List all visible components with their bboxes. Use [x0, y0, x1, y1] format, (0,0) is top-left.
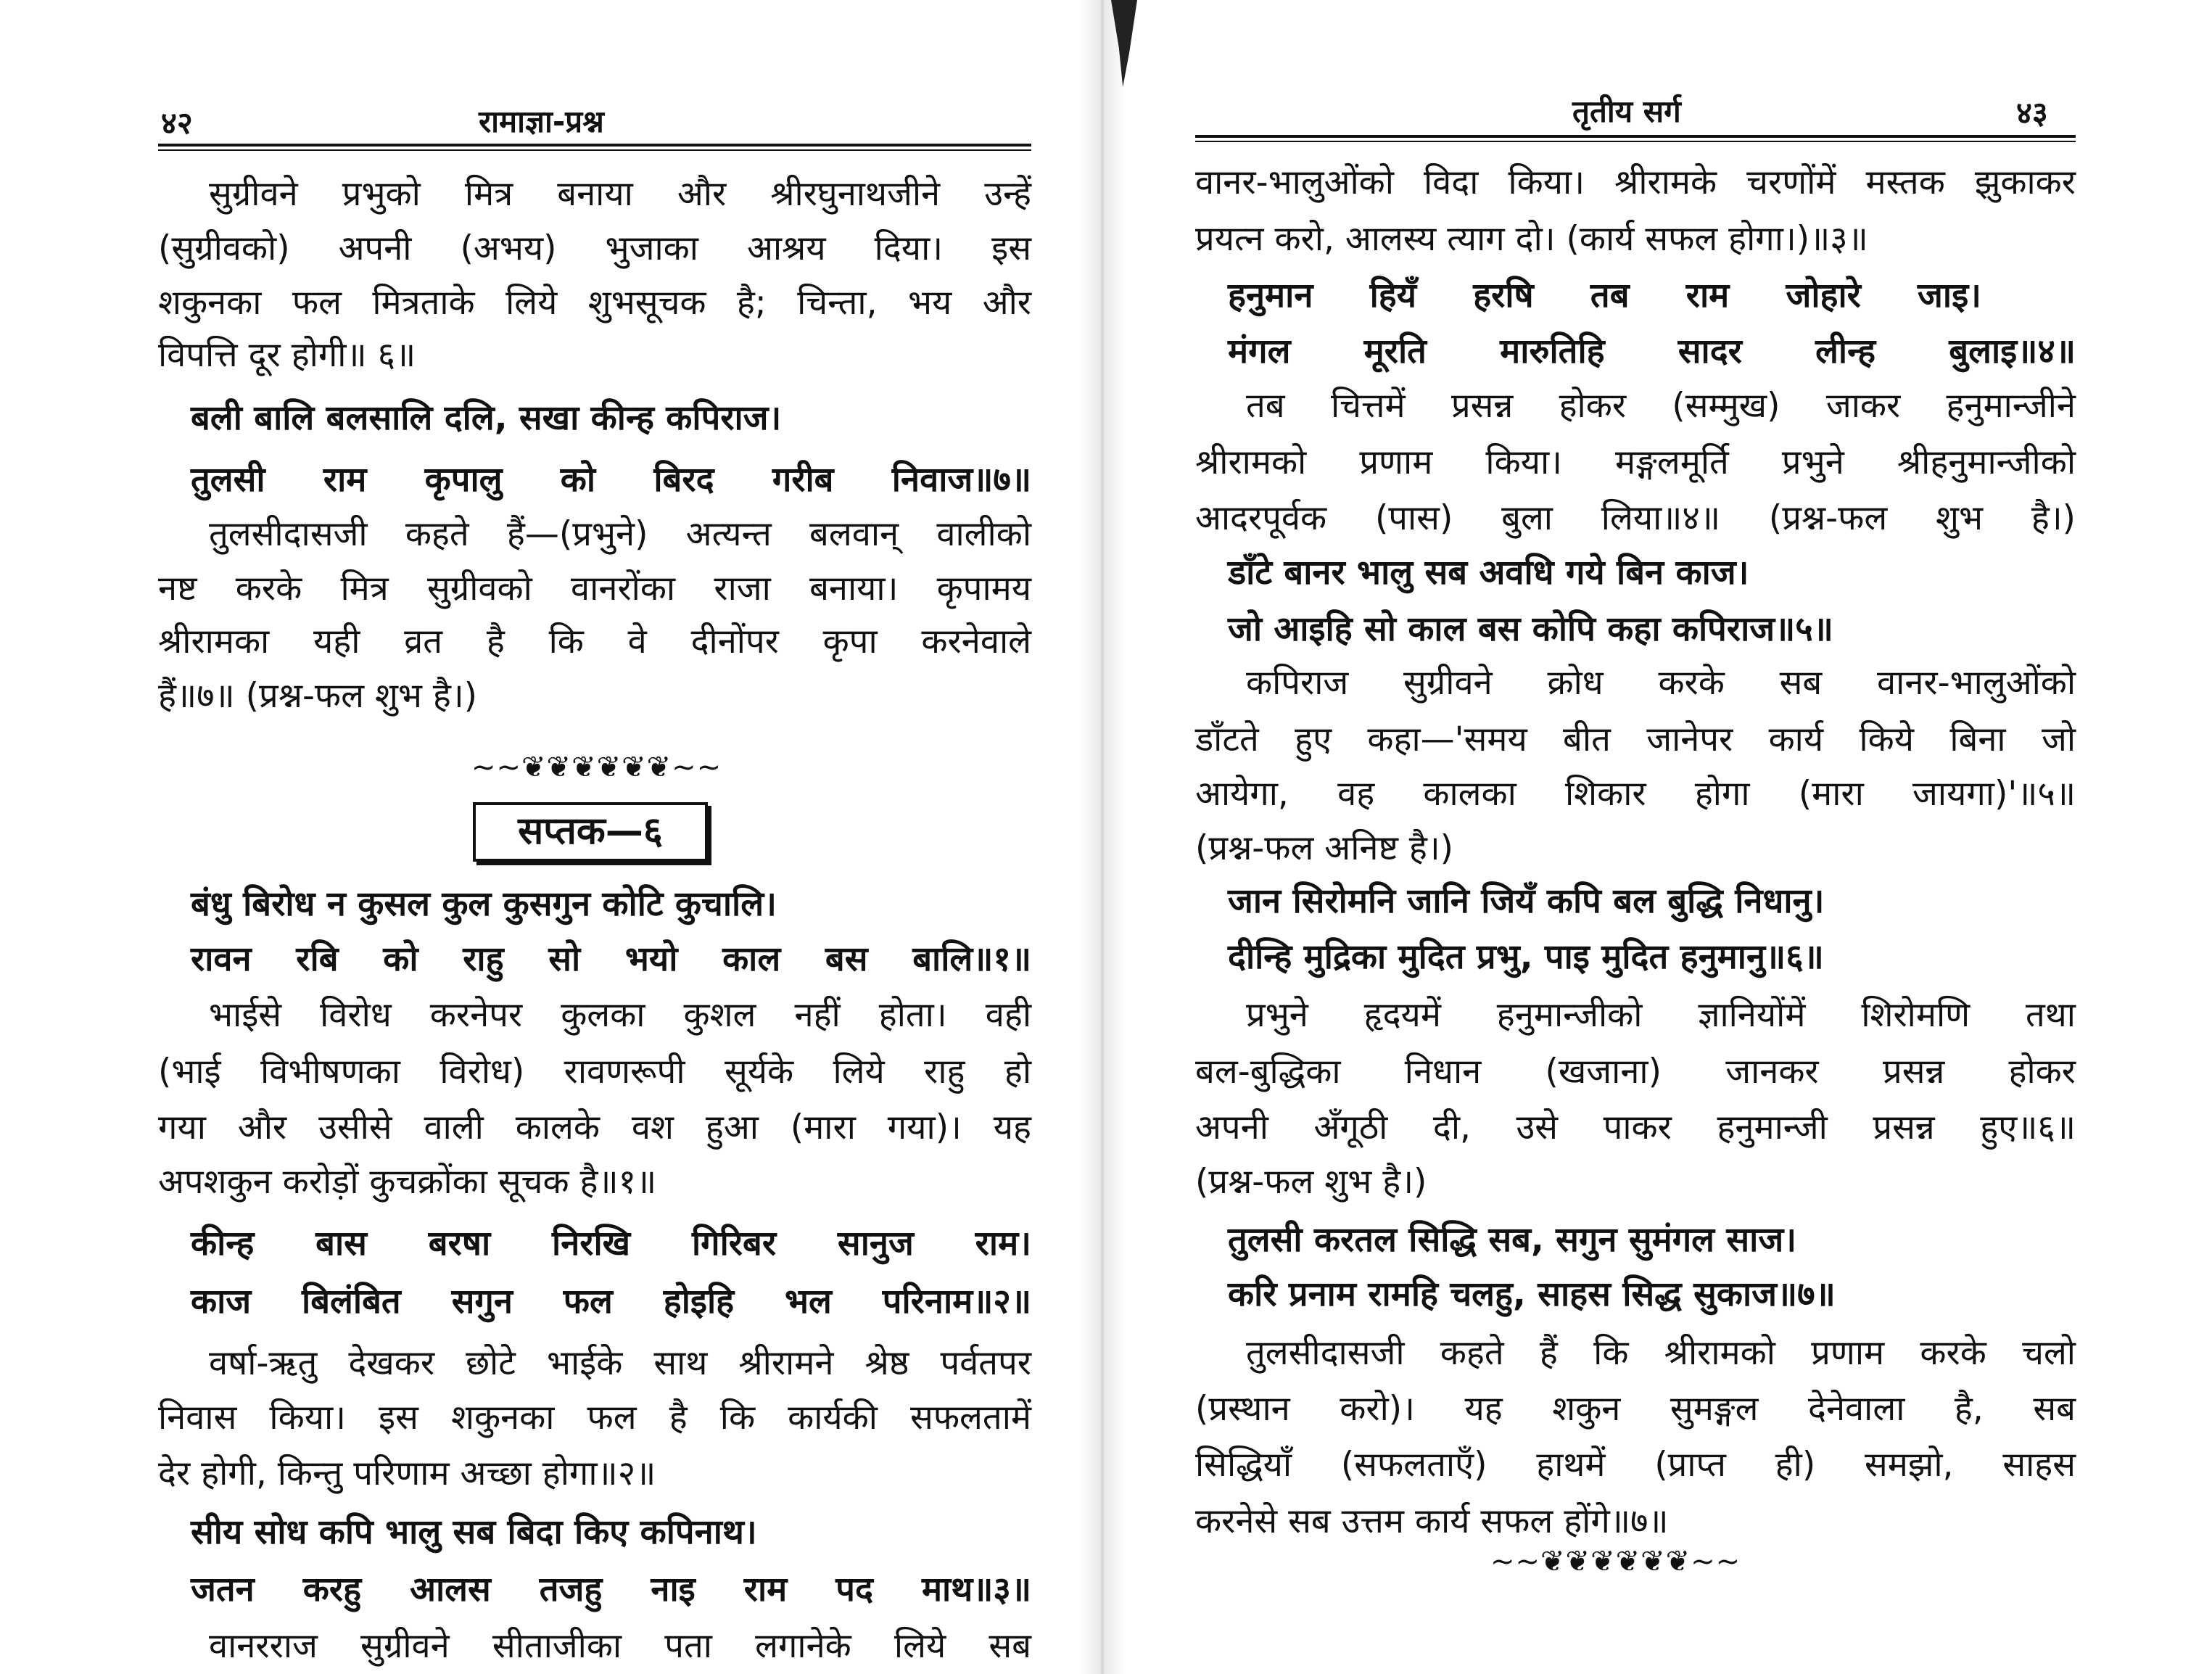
- prose-line: डाँटते हुए कहा—'समय बीत जानेपर कार्य किये बिना जो: [1195, 720, 2076, 759]
- prose-line: निवास किया। इस शकुनका फल है कि कार्यकी सफलतामें: [158, 1398, 1031, 1438]
- prose-line: तब चित्तमें प्रसन्न होकर (सम्मुख) जाकर हनुमान्जीने: [1246, 386, 2076, 426]
- prose-line: देर होगी, किन्तु परिणाम अच्छा होगा॥२॥: [158, 1454, 656, 1493]
- prose-line: बल-बुद्धिका निधान (खजाना) जानकर प्रसन्न होकर: [1195, 1052, 2076, 1092]
- prose-line: सुग्रीवने प्रभुको मित्र बनाया और श्रीरघुनाथजीने उन्हें: [209, 174, 1031, 214]
- prose-line: विपत्ति दूर होगी॥ ६॥: [158, 335, 416, 375]
- right-page-number: ४३: [2016, 95, 2048, 131]
- prose-line: अपशकुन करोड़ों कुचक्रोंका सूचक है॥१॥: [158, 1162, 657, 1202]
- prose-line: हैं॥७॥ (प्रश्न-फल शुभ है।): [158, 676, 478, 716]
- prose-line: सिद्धियाँ (सफलताएँ) हाथमें (प्राप्त ही) समझो, साहस: [1195, 1445, 2076, 1485]
- verse-line: रावन रबि को राहु सो भयो काल बस बालि॥१॥: [191, 939, 1031, 979]
- left-page-number: ४२: [161, 105, 193, 141]
- verse-line: दीन्हि मुद्रिका मुदित प्रभु, पाइ मुदित हनुमानु॥६॥: [1228, 937, 1824, 977]
- left-running-title: रामाज्ञा-प्रश्न: [479, 104, 604, 139]
- prose-line: करनेसे सब उत्तम कार्य सफल होंगे॥७॥: [1195, 1501, 1669, 1541]
- prose-line: प्रयत्न करो, आलस्य त्याग दो। (कार्य सफल होगा।)॥३॥: [1195, 219, 1868, 259]
- verse-line: तुलसी करतल सिद्धि सब, सगुन सुमंगल साज।: [1228, 1220, 1797, 1260]
- prose-line: आयेगा, वह कालका शिकार होगा (मारा जायगा)'॥५॥: [1195, 774, 2076, 814]
- prose-line: (प्रश्न-फल शुभ है।): [1195, 1162, 1427, 1202]
- right-running-title: तृतीय सर्ग: [1572, 94, 1681, 129]
- prose-line: आदरपूर्वक (पास) बुला लिया॥४॥ (प्रश्न-फल शुभ है।): [1195, 498, 2076, 538]
- verse-line: डाँटे बानर भालु सब अवधि गये बिन काज।: [1228, 553, 1749, 593]
- verse-line: जतन करहु आलस तजहु नाइ राम पद माथ॥३॥: [191, 1570, 1031, 1609]
- prose-line: नष्ट करके मित्र सुग्रीवको वानरोंका राजा बनाया। कृपामय: [158, 569, 1031, 609]
- right-page: [1102, 0, 2212, 1674]
- left-page: [0, 0, 1102, 1674]
- verse-line: मंगल मूरति मारुतिहि सादर लीन्ह बुलाइ॥४॥: [1228, 331, 2076, 371]
- prose-line: गया और उसीसे वाली कालके वश हुआ (मारा गया)। यह: [158, 1108, 1031, 1147]
- left-header-rule: [158, 144, 1031, 147]
- verse-line: कीन्ह बास बरषा निरखि गिरिबर सानुज राम।: [191, 1224, 1031, 1263]
- verse-line: हनुमान हियँ हरषि तब राम जोहारे जाइ।: [1228, 276, 1981, 316]
- prose-line: भाईसे विरोध करनेपर कुलका कुशल नहीं होता। वही: [209, 995, 1031, 1035]
- prose-line: (भाई विभीषणका विरोध) रावणरूपी सूर्यके लिये राहु हो: [158, 1052, 1031, 1092]
- prose-line: शकुनका फल मित्रताके लिये शुभसूचक है; चिन्ता, भय और: [158, 283, 1031, 323]
- prose-line: श्रीरामका यही व्रत है कि वे दीनोंपर कृपा करनेवाले: [158, 622, 1031, 661]
- right-header-rule: [1195, 135, 2076, 138]
- verse-line: करि प्रनाम रामहि चलहु, साहस सिद्ध सुकाज॥७॥: [1228, 1274, 1836, 1314]
- verse-line: बली बालि बलसालि दलि, सखा कीन्ह कपिराज।: [191, 398, 782, 438]
- prose-line: प्रभुने हृदयमें हनुमान्जीको ज्ञानियोंमें शिरोमणि तथा: [1246, 995, 2076, 1035]
- prose-line: (प्रश्न-फल अनिष्ट है।): [1195, 828, 1453, 868]
- verse-line: जो आइहि सो काल बस कोपि कहा कपिराज॥५॥: [1228, 609, 1833, 649]
- section-heading-box: सप्तक—६: [473, 802, 708, 862]
- prose-line: वर्षा-ऋतु देखकर छोटे भाईके साथ श्रीरामने श्रेष्ठ पर्वतपर: [209, 1343, 1031, 1383]
- prose-line: श्रीरामको प्रणाम किया। मङ्गलमूर्ति प्रभुने श्रीहनुमान्जीको: [1195, 442, 2076, 482]
- right-ornament: ~~❦❦❦❦❦❦~~: [1490, 1545, 1741, 1578]
- left-ornament: ~~❦❦❦❦❦❦~~: [471, 751, 722, 784]
- prose-line: कपिराज सुग्रीवने क्रोध करके सब वानर-भालुओंको: [1246, 663, 2076, 703]
- prose-line: अपनी अँगूठी दी, उसे पाकर हनुमान्जी प्रसन्न हुए॥६॥: [1195, 1108, 2076, 1147]
- verse-line: जान सिरोमनि जानि जियँ कपि बल बुद्धि निधानु।: [1228, 881, 1825, 921]
- verse-line: तुलसी राम कृपालु को बिरद गरीब निवाज॥७॥: [191, 460, 1031, 500]
- prose-line: तुलसीदासजी कहते हैं कि श्रीरामको प्रणाम करके चलो: [1246, 1333, 2076, 1373]
- verse-line: सीय सोध कपि भालु सब बिदा किए कपिनाथ।: [191, 1512, 757, 1552]
- prose-line: (प्रस्थान करो)। यह शकुन सुमङ्गल देनेवाला है, सब: [1195, 1389, 2076, 1429]
- prose-line: वानर-भालुओंको विदा किया। श्रीरामके चरणोंमें मस्तक झुकाकर: [1195, 162, 2076, 202]
- prose-line: (सुग्रीवको) अपनी (अभय) भुजाका आश्रय दिया। इस: [158, 228, 1031, 268]
- verse-line: बंधु बिरोध न कुसल कुल कुसगुन कोटि कुचालि।: [191, 884, 777, 924]
- verse-line: काज बिलंबित सगुन फल होइहि भल परिनाम॥२॥: [191, 1282, 1031, 1322]
- prose-line: वानरराज सुग्रीवने सीताजीका पता लगानेके लिये सब: [209, 1626, 1031, 1666]
- prose-line: तुलसीदासजी कहते हैं—(प्रभुने) अत्यन्त बलवान् वालीको: [209, 514, 1031, 554]
